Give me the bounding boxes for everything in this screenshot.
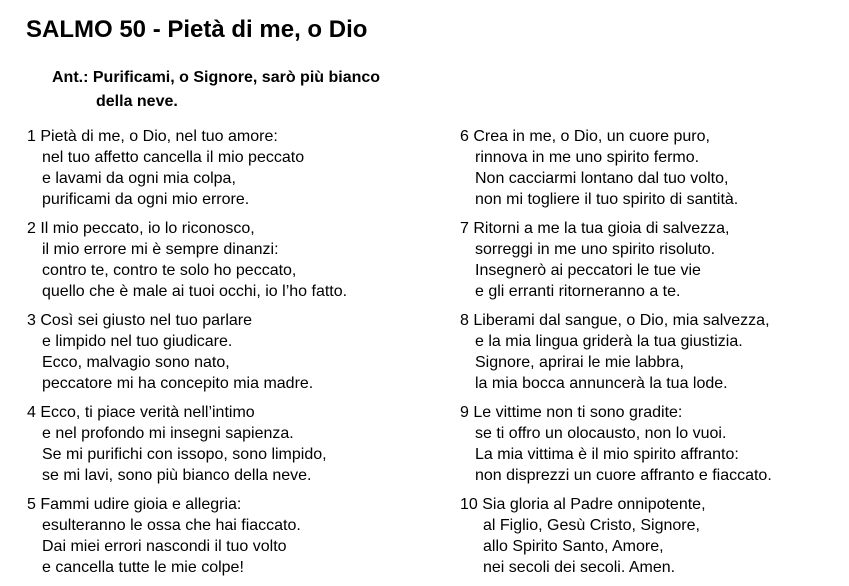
stanza-number: 1 (27, 128, 36, 145)
stanza-line: non disprezzi un cuore affranto e fiaccato. (475, 467, 772, 484)
antiphon (52, 66, 380, 114)
stanza-number: 2 (27, 220, 36, 237)
stanza-number: 7 (460, 220, 469, 237)
antiphon-line-1: Ant.: Purificami, o Signore, sarò più bianco (52, 69, 381, 86)
stanza-line: esulteranno le ossa che hai fiaccato. (42, 517, 301, 534)
stanza-line: se mi lavi, sono più bianco della neve. (42, 467, 312, 484)
stanza-line: Dai miei errori nascondi il tuo volto (42, 538, 287, 555)
stanza-4 (27, 402, 427, 486)
stanza-line: 4 Ecco, ti piace verità nell’intimo (27, 404, 255, 421)
stanza-number: 3 (27, 312, 36, 329)
stanza-line: e nel profondo mi insegni sapienza. (42, 425, 294, 442)
stanza-line: se ti offro un olocausto, non lo vuoi. (475, 425, 727, 442)
stanza-line: e cancella tutte le mie colpe! (42, 559, 244, 576)
stanza-2 (27, 218, 427, 302)
stanza-number: 9 (460, 404, 469, 421)
stanza-3 (27, 310, 427, 394)
page-title: SALMO 50 - Pietà di me, o Dio (26, 16, 368, 43)
stanza-line: quello che è male ai tuoi occhi, io l’ho fatto. (42, 283, 348, 300)
stanza-7 (460, 218, 840, 302)
stanza-line: 7 Ritorni a me la tua gioia di salvezza, (460, 220, 730, 237)
stanza-line: e limpido nel tuo giudicare. (42, 333, 233, 350)
stanza-line: 2 Il mio peccato, io lo riconosco, (27, 220, 255, 237)
stanza-line: il mio errore mi è sempre dinanzi: (42, 241, 279, 258)
stanza-number: 4 (27, 404, 36, 421)
stanza-line: 8 Liberami dal sangue, o Dio, mia salvezza, (460, 312, 770, 329)
stanza-line: rinnova in me uno spirito fermo. (475, 149, 700, 166)
right-column (460, 126, 840, 586)
left-column (27, 126, 427, 586)
stanza-line: e la mia lingua griderà la tua giustizia. (475, 333, 743, 350)
stanza-line: contro te, contro te solo ho peccato, (42, 262, 297, 279)
stanza-number: 8 (460, 312, 469, 329)
stanza-line: al Figlio, Gesù Cristo, Signore, (483, 517, 700, 534)
stanza-10 (460, 494, 840, 578)
stanza-line: allo Spirito Santo, Amore, (483, 538, 664, 555)
stanza-line: sorreggi in me uno spirito risoluto. (475, 241, 716, 258)
stanza-1 (27, 126, 427, 210)
stanza-line: Insegnerò ai peccatori le tue vie (475, 262, 701, 279)
stanza-9 (460, 402, 840, 486)
stanza-number: 10 (460, 496, 478, 513)
stanza-line: nei secoli dei secoli. Amen. (483, 559, 676, 576)
stanza-line: non mi togliere il tuo spirito di santità. (475, 191, 739, 208)
stanza-8 (460, 310, 840, 394)
stanza-line: Se mi purifichi con issopo, sono limpido, (42, 446, 327, 463)
stanza-5 (27, 494, 427, 578)
stanza-number: 6 (460, 128, 469, 145)
stanza-line: e lavami da ogni mia colpa, (42, 170, 236, 187)
stanza-line: nel tuo affetto cancella il mio peccato (42, 149, 305, 166)
stanza-line: 3 Così sei giusto nel tuo parlare (27, 312, 253, 329)
stanza-line: Signore, aprirai le mie labbra, (475, 354, 684, 371)
stanza-line: 10 Sia gloria al Padre onnipotente, (460, 496, 706, 513)
stanza-line: 6 Crea in me, o Dio, un cuore puro, (460, 128, 710, 145)
stanza-6 (460, 126, 840, 210)
stanza-line: Ecco, malvagio sono nato, (42, 354, 230, 371)
stanza-line: purificami da ogni mio errore. (42, 191, 250, 208)
stanza-line: 1 Pietà di me, o Dio, nel tuo amore: (27, 128, 278, 145)
stanza-line: peccatore mi ha concepito mia madre. (42, 375, 314, 392)
stanza-line: 9 Le vittime non ti sono gradite: (460, 404, 683, 421)
stanza-line: 5 Fammi udire gioia e allegria: (27, 496, 242, 513)
stanza-line: e gli erranti ritorneranno a te. (475, 283, 681, 300)
stanza-line: la mia bocca annuncerà la tua lode. (475, 375, 728, 392)
stanza-line: Non cacciarmi lontano dal tuo volto, (475, 170, 729, 187)
antiphon-line-2: della neve. (96, 93, 178, 110)
stanza-line: La mia vittima è il mio spirito affranto: (475, 446, 739, 463)
stanza-number: 5 (27, 496, 36, 513)
